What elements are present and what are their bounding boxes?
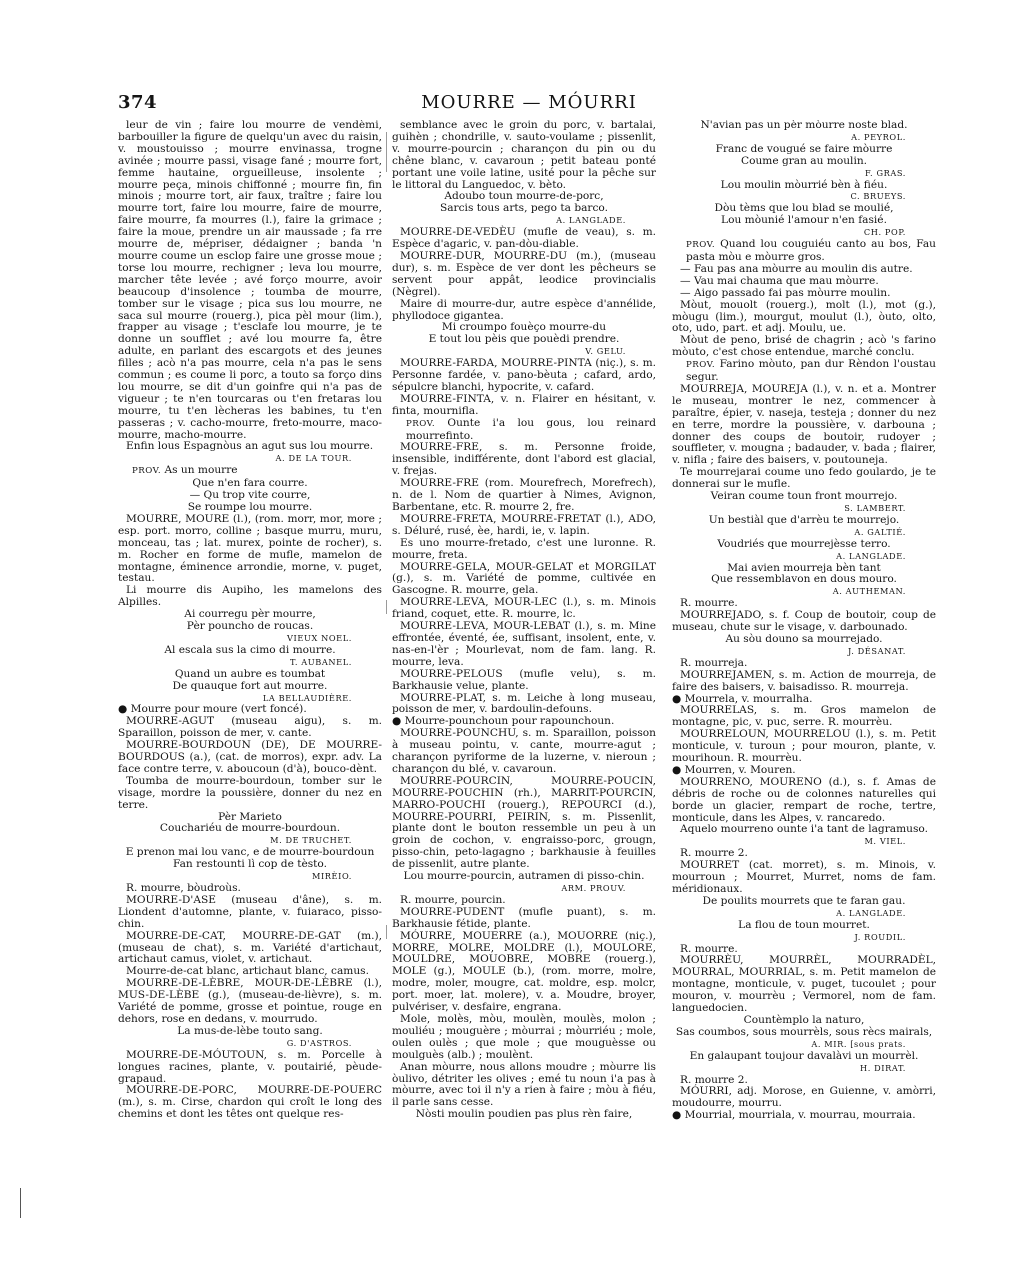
dictionary-entry: R. mourre. — [680, 597, 738, 610]
running-title: MOURRE — MÓURRI — [421, 92, 637, 113]
dictionary-entry: R. mourre 2. — [680, 1073, 748, 1086]
dictionary-entry: MOURRE-DE-MÓUTOUN, s. m. Porcelle à longues racines, plante, v. poutairié, pèude-grapaud. — [118, 1048, 382, 1085]
column-rule — [386, 600, 387, 614]
quotation-line: Ai courregu pèr mourre, — [184, 608, 316, 621]
dictionary-entry: Toumba de mourre-bourdoun, tomber sur le visage, mordre la poussière, donner du nez en terre. — [118, 774, 382, 811]
dictionary-entry: Te mourrejarai coume uno fedo goulardo, je te donnerai sur le mufle. — [672, 466, 936, 491]
quotation-author: J. ROUDIL. — [854, 931, 906, 942]
quotation-author: A. PEYROL. — [851, 131, 906, 142]
dictionary-entry: — Vau mai chauma que mau mòurre. — [680, 274, 879, 287]
dictionary-entry: MOURREJADO, s. f. Coup de boutoir, coup de museau, chute sur le visage, v. darbounado. — [672, 609, 936, 634]
quotation-line: Un bestiàl que d'arrèu te mourrejo. — [708, 513, 900, 526]
quotation-line: Mai avien mourreja bèn tant — [727, 561, 881, 574]
column-rule — [386, 925, 387, 939]
dictionary-entry: R. mourre, bòudroùs. — [126, 882, 241, 894]
proverb — [672, 239, 936, 264]
proverb-text: As un mourre — [164, 464, 238, 477]
proverb-label: PROV. — [406, 418, 436, 429]
quotation-author: CH. POP. — [863, 227, 906, 238]
dictionary-entry: MOURRELAS, s. m. Gros mamelon de montagne, pic, v. puc, serre. R. mourrèu. — [672, 704, 936, 729]
quotation-author: LA BELLAUDIÈRE. — [262, 692, 352, 703]
proverb — [392, 418, 656, 443]
text-column-3 — [672, 120, 936, 1180]
quotation-line: Pèr Marieto — [218, 810, 282, 823]
quotation-line: De quauque fort aut mourre. — [172, 679, 328, 692]
quotation-line: Sarcis tous arts, pego ta barco. — [439, 202, 608, 215]
quotation-line: Se roumpe lou mourre. — [187, 501, 313, 513]
quotation-line: Lou moulin mòurrié bèn à fiéu. — [720, 178, 888, 191]
quotation-author: VIEUX NOEL. — [287, 632, 352, 643]
quotation-line: Pèr pouncho de roucas. — [186, 620, 314, 633]
quotation-author: A. GALTIÉ. — [854, 526, 906, 537]
dictionary-entry: MOURRE-DE-VEDÈU (mufle de veau), s. m. Espèce d'agaric, v. pan-dòu-diable. — [392, 226, 656, 251]
quotation-line: Franc de vougué se faire mòurre — [715, 142, 893, 155]
text-column-1 — [118, 120, 382, 1180]
dictionary-entry: MOURRE-PLAT, s. m. Leiche à long museau, poisson de mer, v. bardoulin-defouns. — [392, 691, 656, 716]
dictionary-entry: MOURRE-DE-CAT, MOURRE-DE-GAT (m.), (museau de chat), s. m. Variété d'artichaut, artichaut camus, violet, v. artichaut. — [118, 929, 382, 966]
quotation-line: E tout lou pèis que pouèdi prendre. — [428, 333, 620, 346]
quotation-line: Sas coumbos, sous mourrèls, sous rècs mairals, — [675, 1025, 933, 1038]
quotation-author: A. MIR. [sous prats. — [811, 1038, 906, 1049]
quotation-author: A. DE LA TOUR. — [275, 453, 352, 464]
dictionary-entry: MOURRE-D'ASE (museau d'âne), s. m. Liondent d'automne, plante, v. fuiaraco, pisso-chin. — [118, 893, 382, 930]
quotation-author: C. BRUEYS. — [850, 191, 906, 202]
dictionary-entry: Anan mòurre, nous allons moudre ; mòurre lis òulivo, détriter les olives ; emé tu noun i'a pas à mòurre, avec toi il n'y a rien à faire ; mòu à fiéu, il parle sans cesse. — [392, 1060, 656, 1109]
dictionary-entry: MÓURRI, adj. Morose, en Guienne, v. amòrri, moudourre, mourru. — [672, 1085, 936, 1110]
dictionary-entry: MOURRENO, MOURENO (d.), s. f. Amas de débris de roche ou de colonnes naturelles qui borde un glacier, rempart de roche, tertre, monticule, dans les Alpes, v. rancaredo. — [672, 775, 936, 824]
dictionary-entry: MOURRET (cat. morret), s. m. Minois, v. mourroun ; Mourret, Murret, noms de fam. méridionaux. — [672, 859, 936, 895]
proverb-label: PROV. — [132, 466, 162, 477]
quotation-line: — Qu trop vite courre, — [189, 489, 311, 502]
dictionary-entry: MOURRE-FINTA, v. n. Flairer en hésitant, v. finta, mournifla. — [392, 392, 656, 417]
dictionary-entry: Enfin lous Espagnòus an agut sus lou mourre. — [126, 440, 374, 453]
dictionary-entry: Li mourre dis Aupiho, les mamelons des Alpilles. — [118, 584, 382, 609]
column-rule — [386, 132, 387, 172]
dictionary-entry: Mole, molès, mòu, moulèn, moulès, molon ; mouliéu ; mouguère ; mòurrai ; mòurriéu ; mole, oulen oulès ; que mole ; que mouguèsse ou moulguès (alb.) ; moulènt. — [392, 1012, 656, 1061]
quotation-line: Mi croumpo fouèço mourre-du — [441, 321, 607, 334]
dictionary-entry: MOURRE-FRETA, MOURRE-FRETAT (l.), ADO, s. Déluré, rusé, èe, hardi, ie, v. lapin. — [392, 512, 656, 537]
quotation-author: A. LANGLADE. — [836, 550, 906, 561]
dictionary-entry: R. mourre, pourcin. — [400, 893, 506, 906]
quotation-author: MIRÈIO. — [311, 871, 352, 882]
quotation-line: En galaupant toujour davalàvi un mourrèl. — [689, 1049, 919, 1062]
dictionary-entry: MOURRE-FRE, s. m. Personne froide, insensible, indifférente, dont l'abord est glacial, v. frejas. — [392, 441, 656, 478]
dictionary-entry: MOURRE-GELA, MOUR-GELAT et MORGILAT (g.), s. m. Variété de pomme, cultivée en Gascogne. R. mourre, gela. — [392, 560, 656, 597]
quotation-line: Que ressemblavon en dous mouro. — [711, 573, 897, 586]
quotation-line: Que n'en fara courre. — [192, 477, 308, 490]
dictionary-entry: MOURRELOUN, MOURRELOU (l.), s. m. Petit monticule, v. turoun ; pour mouron, plante, v. mourihoun. R. mourrèu. — [672, 728, 936, 765]
dictionary-entry: MOURRE-LEVA, MOUR-LEC (l.), s. m. Minois friand, coquet, ette. R. mourre, lc. — [392, 596, 656, 621]
quotation-author: V. GELU. — [585, 346, 626, 357]
quotation-line: Lou mourre-pourcin, autramen di pisso-chin. — [403, 870, 645, 883]
dictionary-entry: R. mourreja. — [680, 656, 748, 669]
quotation-author: S. LAMBERT. — [844, 503, 906, 513]
quotation-author: ARM. PROUV. — [561, 883, 626, 893]
dictionary-entry: MOURRÈU, MOURRÈL, MOURRADÈL, MOURRAL, MOURRIAL, s. m. Petit mamelon de montagne, monticule, v. puget, tucoulet ; pour mouron, v. mourrèu ; Vermorel, nom de fam. languedocien. — [672, 954, 936, 1015]
cross-reference: ● Mourrial, mourriala, v. mourrau, mourraia. — [672, 1109, 916, 1122]
cross-reference: ● Mourre pour moure (vert foncé). — [118, 703, 307, 716]
dictionary-entry: MOURREJAMEN, s. m. Action de mourreja, de faire des baisers, v. baisadisso. R. mourreja. — [672, 668, 936, 693]
proverb-text: Ounte i'a lou gous, lou reinard mourrefinto. — [406, 416, 656, 442]
quotation-line: E prenon mai lou vanc, e de mourre-bourdoun — [125, 846, 375, 859]
dictionary-entry: — Aigo passado fai pas mòurre moulin. — [680, 286, 891, 299]
dictionary-entry: MOURRE-BOURDOUN (DE), DE MOURRE-BOURDOUS (a.), (cat. de morros), expr. adv. La face contre terre, v. aboucoun (d'à), bouco-dènt. — [118, 739, 382, 775]
dictionary-entry: Mòut de peno, brisé de chagrin ; acò 's farino mòuto, c'est chose entendue, marché conclu. — [672, 334, 936, 359]
quotation-line: La mus-de-lèbe touto sang. — [177, 1024, 323, 1037]
dictionary-entry: MOURRE-PELOUS (mufle velu), s. m. Barkhausie velue, plante. — [392, 667, 656, 692]
dictionary-entry: semblance avec le groin du porc, v. bartalai, guihèn ; chondrille, v. sauto-voulame ; pissenlit, v. mourre-pourcin ; charançon du pin ou du chêne blanc, v. cavaroun ; petit bateau ponté portant une voile latine, usité pour la pêche sur le littoral du Languedoc, v. bèto. — [392, 120, 656, 191]
quotation-author: J. DÉSANAT. — [847, 645, 906, 656]
quotation-line: Countèmplo la naturo, — [743, 1013, 865, 1026]
text-column-2 — [392, 120, 656, 1180]
dictionary-entry: Es uno mourre-fretado, c'est une luronne. R. mourre, freta. — [392, 536, 656, 561]
quotation-line: Au sòu douno sa mourrejado. — [725, 632, 883, 645]
dictionary-entry: MOURRE-PUDENT (mufle puant), s. m. Barkhausie fétide, plante. — [392, 905, 656, 930]
proverb-text: Farino mòuto, pan dur Rèndon l'oustau segur. — [686, 358, 936, 384]
dictionary-entry: Maire di mourre-dur, autre espèce d'annélide, phyllodoce gigantea. — [392, 297, 656, 322]
cross-reference: ● Mourre-pounchoun pour rapounchoun. — [392, 715, 615, 728]
quotation-line: Adoubo toun mourre-de-porc, — [444, 190, 604, 203]
quotation-line: Nòsti moulin poudien pas plus rèn faire, — [415, 1108, 633, 1121]
quotation-author: M. DE TRUCHET. — [270, 835, 352, 846]
quotation-author: H. DIRAT. — [859, 1062, 906, 1073]
dictionary-entry: MOURRE-DUR, MOURRE-DU (m.), (museau dur), s. m. Espèce de ver dont les pêcheurs se servent pour appât, leodice provincialis (Nègrel). — [392, 249, 656, 298]
cross-reference: ● Mourrela, v. mourralha. — [672, 692, 813, 705]
quotation-author: T. AUBANEL. — [290, 656, 352, 667]
page-number: 374 — [118, 92, 158, 113]
dictionary-entry: MOURRE-POUNCHU, s. m. Sparaillon, poisson à museau pointu, v. cante, mourre-agut ; charançon pyriforme de la luzerne, v. nieroun ; charançon du blé, v. cavaroun. — [392, 727, 656, 775]
quotation-line: Voudriés que mourrejèsse terro. — [717, 537, 891, 550]
quotation-line: Quand un aubre es toumbat — [174, 667, 326, 680]
quotation-line: N'avian pas un pèr mòurre noste blad. — [700, 120, 908, 131]
margin-mark — [20, 1188, 21, 1218]
dictionary-entry: R. mourre. — [680, 942, 738, 955]
dictionary-entry: MOURRE-LEVA, MOUR-LEBAT (l.), s. m. Mine effrontée, éventé, ée, suffisant, insolent, ente, v. nas-en-l'èr ; Mourlevat, nom de fam. lang. R. mourre, leva. — [392, 620, 656, 668]
cross-reference: ● Mourren, v. Mouren. — [672, 763, 796, 776]
quotation-line: Coume gran au moulin. — [740, 154, 868, 167]
dictionary-entry: leur de vin ; faire lou mourre de vendèmi, barbouiller la figure de quelqu'un avec du raisin, v. moustouisso ; mourre envinassa, trogne avinée ; mourre passi, visage fané ; mourre fort, femme hautaine, orgueilleuse, insolente ; mourre peça, minois chiffonné ; mourre fin, fin minois ; mourre tort, air faux, traître ; faire lou mourre tort, faire lou mourre, faire de mourre, faire mourre, fa mourres (l.), faire la grimace ; faire la moue, prendre un air maussade ; fa rre mourre de, mépriser, dédaigner ; banda 'n mourre coume un esclop faire une grosse moue ; torse lou mourre, rechigner ; leva lou mourre, marcher tête levée ; avé forço mourre, avoir beaucoup d'insolence ; toumba de mourre, tomber sur le visage ; pica sus lou mourre, ne saca sul mourre (rouerg.), pica pèl mour (lim.), frapper au visage ; t'esclafe lou mourre, je te donne un soufflet ; avé lou mourre fa, être adulte, en parlant des escargots et des jeunes filles ; acò n'a pas mourre, cela n'a pas le sens commun ; es coume li porc, a touto sa forço dins lou mourre, se dit d'un goinfre qui n'a pas de vigueur ; te n'en tourcaras ou t'en fretaras lou mourre, tu t'en lècheras les babines, tu t'en passeras ; v. cacho-mourre, freto-mourre, maco-mourre, macho-mourre. — [118, 120, 382, 441]
quotation-author: A. LANGLADE. — [836, 907, 906, 918]
quotation-line: Al escala sus la cimo di mourre. — [164, 643, 336, 656]
dictionary-entry: Mòut, mouolt (rouerg.), molt (l.), mot (g.), mòugu (lim.), mourgut, moulut (l.), òuto, olto, oto, udo, part. et adj. Moulu, ue. — [672, 298, 936, 335]
dictionary-entry: MOURRE-POURCIN, MOURRE-POUCIN, MOURRE-POUCHIN (rh.), MARRIT-POURCIN, MARRO-POUCHI (rouerg.), REPOURCI (d.), MOURRE-POURRI, PEIRIN, s. m. Pissenlit, plante dont le bouton ressemble un peu à un groin de cochon, v. engraisso-porc, grougn, pisso-chin, peto-lagagno ; barkhausie à feuilles de pissenlit, autre plante. — [392, 774, 656, 871]
dictionary-entry: MÓURRE, MOUERRE (a.), MOUORRE (niç.), MORRE, MOLRE, MOLDRE (l.), MOULORE, MOULDRE, MOUOBRE, MOBRE (rouerg.), MOLE (g.), MOULE (b.), (rom. morre, molre, modre, moler, mougre, cat. moldre, esp. molcr, port. moer, lat. molere), v. a. Moudre, broyer, pulvériser, v. desfaire, engrana. — [392, 929, 656, 1014]
quotation-line: Fan restounti lì cop de tèsto. — [172, 858, 327, 871]
dictionary-entry: MOURRE-FARDA, MOURRE-PINTA (niç.), s. m. Personne fardée, v. pano-bèuta ; cafard, ardo, sépulcre blanchi, hypocrite, v. cafard. — [392, 357, 656, 393]
quotation-line: De poulits mourrets que te faran gau. — [702, 894, 906, 907]
quotation-author: A. LANGLADE. — [556, 215, 626, 226]
quotation-line: Couchariéu de mourre-bourdoun. — [159, 822, 341, 835]
quotation-line: Aquelo mourreno ounte i'a tant de lagramuso. — [680, 823, 928, 836]
dictionary-entry: — Fau pas ana mòurre au moulin dis autre. — [680, 262, 913, 275]
quotation-author: A. AUTHEMAN. — [832, 586, 906, 597]
dictionary-entry: MOURRE-DE-LÈBRE, MOUR-DE-LÈBRE (l.), MUS-DE-LÈBE (g.), (museau-de-lièvre), s. m. Variété de pomme, grosse et pointue, rouge en dehors, rose en dedans, v. mourrudo. — [118, 977, 382, 1025]
dictionary-entry: MOURRE, MOURE (l.), (rom. morr, mor, more ; esp. port. morro, colline ; basque murru, muru, monceau, tas ; lat. murex, pointe de rocher), s. m. Rocher en forme de mufle, mamelon de montagne, éminence arrondie, morne, v. puget, testau. — [118, 512, 382, 585]
dictionary-entry: Mourre-de-cat blanc, artichaut blanc, camus. — [126, 965, 369, 978]
dictionary-entry: MOURRE-FRE (rom. Mourefrech, Morefrech), n. de l. Nom de quartier à Nimes, Avignon, Barbentane, etc. R. mourre 2, fre. — [392, 477, 656, 513]
proverb-text: Quand lou couguiéu canto au bos, Fau pasta mòu e mòurre gros. — [686, 238, 936, 263]
quotation-line: La flou de toun mourret. — [738, 918, 870, 931]
dictionary-entry: MOURRE-DE-PORC, MOURRE-DE-POUERC (m.), s. m. Cirse, chardon qui croît le long des chemins et dont les têtes ont quelque res- — [118, 1084, 382, 1121]
dictionary-entry: MOURREJA, MOUREJA (l.), v. n. et a. Montrer le museau, montrer le nez, commencer à paraître, épier, v. naseja, testeja ; donner du nez en terre, mordre la poussière, v. darbouna ; donner des coups de boutoir, rudoyer ; souffleter, v. mougna ; badauder, v. bada ; flairer, v. nifla ; faire des baisers, v. poutouneja. — [672, 382, 936, 467]
page-header — [118, 92, 940, 118]
proverb — [672, 359, 936, 384]
dictionary-entry: MOURRE-AGUT (museau aigu), s. m. Sparaillon, poisson de mer, v. cante. — [118, 715, 382, 740]
quotation-line: Dòu tèms que lou blad se moulié, — [714, 202, 894, 215]
quotation-line: Veiran coume toun front mourrejo. — [710, 490, 898, 503]
quotation-author: G. D'ASTROS. — [286, 1037, 352, 1048]
proverb-label: PROV. — [686, 360, 716, 371]
quotation-author: F. GRAS. — [865, 167, 906, 178]
quotation-author: M. VIEL. — [864, 836, 906, 847]
quotation-line: Lou mòunié l'amour n'en fasié. — [721, 214, 887, 227]
dictionary-entry: R. mourre 2. — [680, 847, 748, 860]
proverb-label: PROV. — [686, 240, 716, 251]
